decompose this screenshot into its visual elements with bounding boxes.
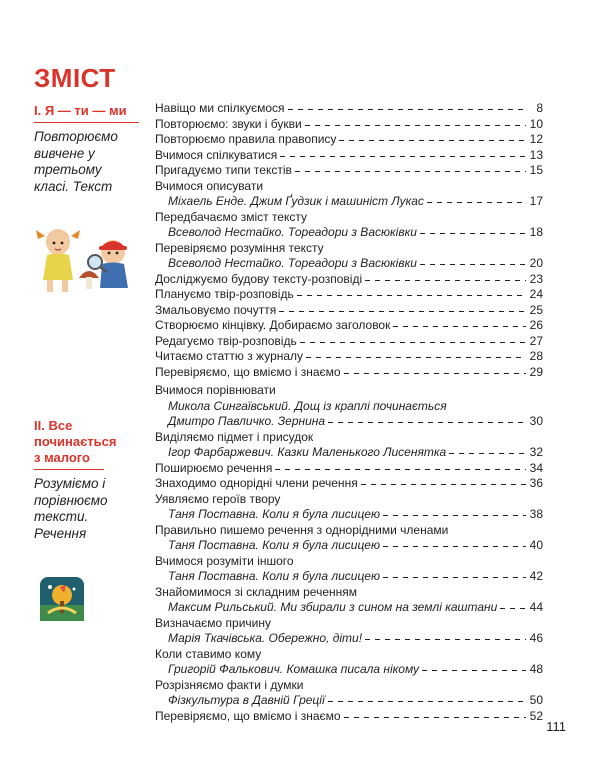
toc-entry-page: 38 <box>529 507 543 521</box>
toc-section-1 <box>155 101 543 380</box>
toc-entry-title: Григорій Фалькович. Комашка писала нікому <box>168 662 420 676</box>
toc-entry-title: Перевіряємо, що вміємо і знаємо <box>155 364 341 379</box>
leader-dots <box>297 295 526 296</box>
leader-dots <box>383 515 526 516</box>
page-number: 111 <box>546 719 566 734</box>
toc-entry[interactable] <box>155 693 543 709</box>
toc-entry[interactable] <box>155 303 543 319</box>
toc-entry-title: Досліджуємо будову тексту-розповіді <box>155 271 363 286</box>
toc-entry[interactable] <box>155 678 543 694</box>
leader-dots <box>383 577 526 578</box>
section-1-description: Повторюємо вивчене у третьому класі. Текст <box>34 129 118 194</box>
toc-entry-title: Перевіряємо розуміння тексту <box>155 240 324 255</box>
toc-entry[interactable] <box>155 194 543 210</box>
toc-entry-title: Розрізняємо факти і думки <box>155 677 304 692</box>
toc-entry-page: 24 <box>529 287 543 301</box>
toc-entry[interactable] <box>155 569 543 585</box>
toc-entry[interactable] <box>155 132 543 148</box>
toc-entry-page: 40 <box>529 538 543 552</box>
children-with-magnifier-illustration <box>33 222 138 297</box>
toc-entry[interactable] <box>155 430 543 446</box>
leader-dots <box>288 109 526 110</box>
section-2-title: II. Все починається з малого <box>34 418 104 470</box>
toc-entry-title: Всеволод Нестайко. Тореадори з Васюківки <box>168 256 417 270</box>
toc-entry[interactable] <box>155 647 543 663</box>
leader-dots <box>328 422 526 423</box>
leader-dots <box>365 639 526 640</box>
toc-entry-title: Міхаель Енде. Джим Ґудзик і машиніст Лукас <box>168 194 424 208</box>
leader-dots <box>280 156 526 157</box>
leader-dots <box>275 469 526 470</box>
toc-entry[interactable] <box>155 163 543 179</box>
toc-entry-title: Микола Сингаївський. Дощ із краплі починається <box>168 398 447 413</box>
toc-entry-page: 18 <box>529 225 543 239</box>
toc-entry[interactable] <box>155 616 543 632</box>
toc-entry[interactable] <box>155 492 543 508</box>
toc-entry-title: Максим Рильський. Ми збирали з сином на землі каштани <box>168 600 498 614</box>
toc-entry[interactable] <box>155 523 543 539</box>
toc-entry-page: 46 <box>529 631 543 645</box>
toc-entry-page: 42 <box>529 569 543 583</box>
section-1-title: I. Я — ти — ми <box>34 103 139 123</box>
toc-entry-title: Виділяємо підмет і присудок <box>155 429 314 444</box>
toc-entry-title: Вчимося порівнювати <box>155 383 276 397</box>
toc-entry-page: 23 <box>529 271 543 286</box>
toc-entry[interactable] <box>155 225 543 241</box>
toc-entry[interactable] <box>155 399 543 415</box>
leader-dots <box>393 326 526 327</box>
leader-dots <box>344 717 526 718</box>
leader-dots <box>300 342 526 343</box>
toc-entry[interactable] <box>155 179 543 195</box>
toc-entry-title: Вчимося розуміти іншого <box>155 553 294 568</box>
toc-entry-title: Таня Поставна. Коли я була лисицею <box>168 507 381 521</box>
toc-entry[interactable] <box>155 272 543 288</box>
toc-entry-title: Ігор Фарбаржевич. Казки Маленького Лисенятка <box>168 445 447 459</box>
toc-entry[interactable] <box>155 476 543 492</box>
leader-dots <box>361 484 526 485</box>
toc-entry[interactable] <box>155 507 543 523</box>
toc-entry-title: Читаємо статтю з журналу <box>155 349 304 363</box>
toc-entry-title: Редагуємо твір-розповідь <box>155 333 297 348</box>
toc-entry-title: Всеволод Нестайко. Тореадори з Васюківки <box>168 225 417 239</box>
leader-dots <box>339 140 526 141</box>
toc-entry-title: Створюємо кінцівку. Добираємо заголовок <box>155 318 391 332</box>
toc-entry-title: Знайомимося зі складним реченням <box>155 584 357 599</box>
leader-dots <box>422 670 526 671</box>
toc-entry-title: Таня Поставна. Коли я була лисицею <box>168 538 381 552</box>
toc-entry[interactable] <box>155 445 543 461</box>
toc-entry[interactable] <box>155 414 543 430</box>
toc-entry-title: Пригадуємо типи текстів <box>155 163 292 177</box>
leader-dots <box>449 453 526 454</box>
leader-dots <box>500 608 526 609</box>
leader-dots <box>344 373 526 374</box>
toc-entry[interactable] <box>155 334 543 350</box>
toc-entry-page: 20 <box>529 256 543 270</box>
toc-entry-title: Вчимося описувати <box>155 178 264 193</box>
leader-dots <box>365 280 526 281</box>
toc-entry-title: Дмитро Павличко. Зернина <box>168 414 326 428</box>
leader-dots <box>427 202 526 203</box>
toc-entry-page: 29 <box>529 364 543 379</box>
toc-entry[interactable] <box>155 148 543 164</box>
toc-entry-page: 52 <box>529 708 543 723</box>
leader-dots <box>305 125 526 126</box>
toc-entry[interactable] <box>155 461 543 477</box>
toc-entry-page: 12 <box>529 132 543 146</box>
toc-entry[interactable] <box>155 101 543 117</box>
toc-entry-title: Перевіряємо, що вміємо і знаємо <box>155 708 341 723</box>
toc-entry-page: 13 <box>529 147 543 162</box>
toc-entry-title: Визначаємо причину <box>155 615 272 630</box>
toc-entry-page: 17 <box>529 194 543 208</box>
toc-entry[interactable] <box>155 349 543 365</box>
toc-entry-title: Знаходимо однорідні члени речення <box>155 476 358 490</box>
leader-dots <box>295 171 526 172</box>
toc-entry-title: Марія Ткачівська. Обережно, діти! <box>168 631 363 645</box>
leader-dots <box>383 546 526 547</box>
toc-entry-page: 48 <box>529 662 543 676</box>
toc-entry-title: Вчимося спілкуватися <box>155 147 278 162</box>
toc-entry-page: 44 <box>529 600 543 614</box>
toc-entry[interactable] <box>155 585 543 601</box>
toc-entry-title: Коли ставимо кому <box>155 646 262 661</box>
toc-entry[interactable] <box>155 538 543 554</box>
toc-entry-title: Навіщо ми спілкуємося <box>155 101 285 115</box>
toc-entry[interactable] <box>155 383 543 399</box>
toc-entry-title: Змальовуємо почуття <box>155 302 277 317</box>
toc-entry[interactable] <box>155 241 543 257</box>
toc-entry[interactable] <box>155 631 543 647</box>
toc-entry-page: 15 <box>529 163 543 177</box>
toc-entry-title: Передбачаємо зміст тексту <box>155 209 307 224</box>
section-2-sidebar <box>34 418 139 542</box>
toc-entry-page: 30 <box>529 414 543 428</box>
leader-dots <box>328 701 526 702</box>
toc-entry-page: 8 <box>536 101 543 115</box>
leader-dots <box>420 233 526 234</box>
toc-entry-title: Поширюємо речення <box>155 460 273 475</box>
toc-entry-title: Фізкультура в Давній Греції <box>168 693 325 707</box>
toc-entry[interactable] <box>155 365 543 381</box>
toc-entry[interactable] <box>155 256 543 272</box>
toc-entry-title: Плануємо твір-розповідь <box>155 287 294 301</box>
page-title: ЗМІСТ <box>34 63 116 93</box>
toc-entry[interactable] <box>155 554 543 570</box>
toc-section-2 <box>155 383 543 724</box>
toc-entry-title: Повторюємо правила правопису <box>155 132 337 146</box>
toc-entry[interactable] <box>155 210 543 226</box>
leader-dots <box>279 311 526 312</box>
toc-entry-page: 27 <box>529 333 543 348</box>
toc-entry[interactable] <box>155 709 543 725</box>
toc-entry[interactable] <box>155 600 543 616</box>
toc-entry-page: 26 <box>529 318 543 332</box>
toc-entry-page: 36 <box>529 476 543 490</box>
section-1-sidebar <box>34 103 139 195</box>
toc-entry-page: 10 <box>529 116 543 131</box>
toc-entry-page: 25 <box>529 302 543 317</box>
toc-entry[interactable] <box>155 287 543 303</box>
toc-entry-title: Правильно пишемо речення з однорідними членами <box>155 522 449 537</box>
toc-entry[interactable] <box>155 318 543 334</box>
leader-dots <box>420 264 526 265</box>
tree-illustration-icon <box>40 577 84 621</box>
toc-entry-title: Таня Поставна. Коли я була лисицею <box>168 569 381 583</box>
toc-entry[interactable] <box>155 117 543 133</box>
leader-dots <box>306 357 526 358</box>
toc-entry-title: Уявляємо героїв твору <box>155 491 281 506</box>
toc-entry-title: Повторюємо: звуки і букви <box>155 116 302 131</box>
toc-entry-page: 50 <box>529 693 543 707</box>
toc-entry-page: 28 <box>529 349 543 363</box>
section-2-description: Розуміємо і порівнюємо тексти. Речення <box>34 476 108 541</box>
toc-entry-page: 34 <box>529 460 543 475</box>
toc-entry-page: 32 <box>529 445 543 459</box>
toc-entry[interactable] <box>155 662 543 678</box>
